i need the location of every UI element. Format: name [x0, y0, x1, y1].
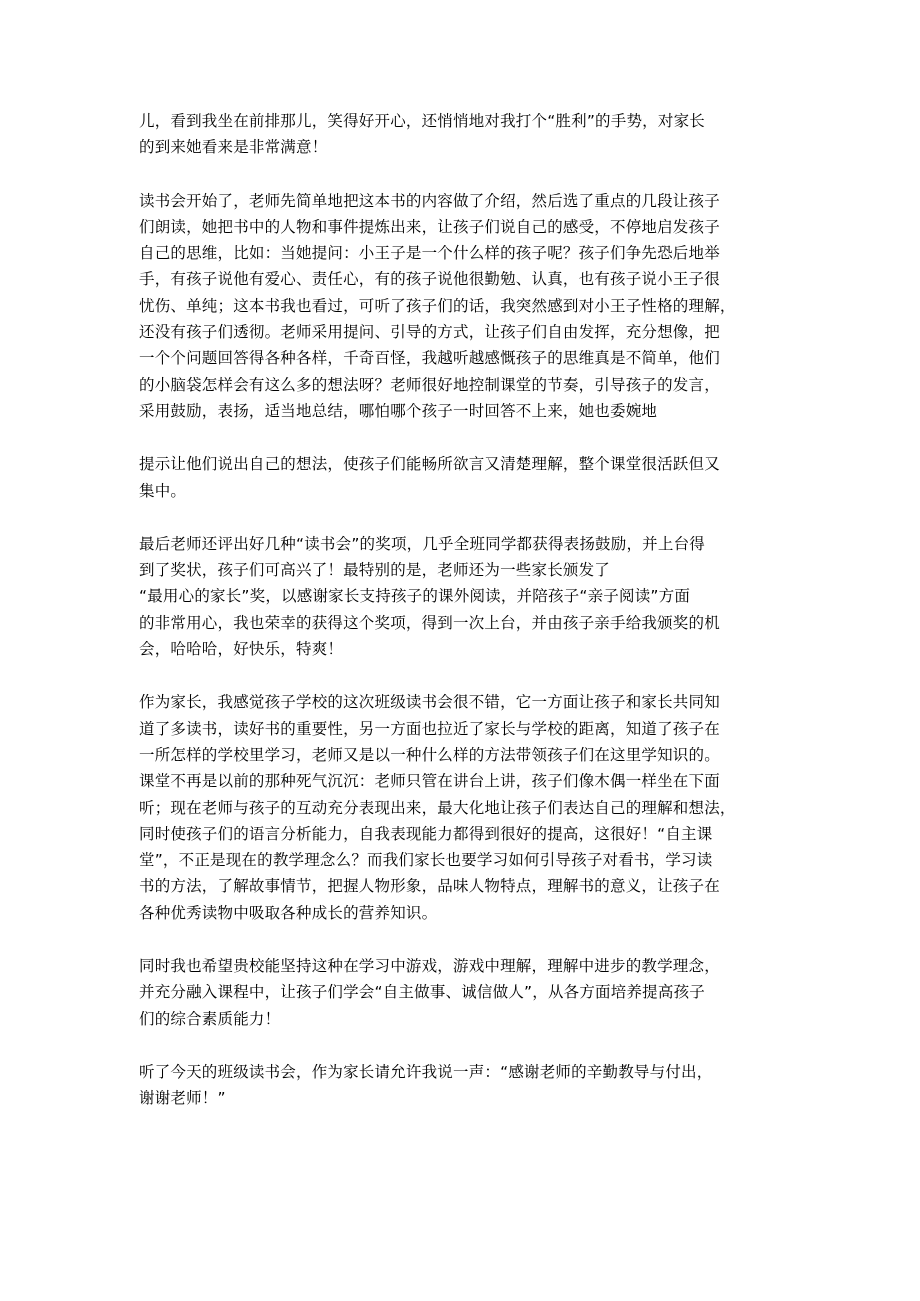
paragraph-6 [139, 953, 789, 1032]
paragraph-5 [139, 689, 789, 926]
paragraph-7 [139, 1059, 789, 1112]
text-line: 最后老师还评出好几种“读书会”的奖项，几乎全班同学都获得表扬鼓励，并上台得 [139, 534, 705, 553]
text-line: 并充分融入课程中，让孩子们学会“自主做事、诚信做人”，从各方面培养提高孩子 [139, 983, 705, 1002]
text-line: 堂”，不正是现在的教学理念么？而我们家长也要学习如何引导孩子对看书，学习读 [139, 851, 713, 870]
text-line: 的非常用心，我也荣幸的获得这个奖项，得到一次上台，并由孩子亲手给我颁奖的机 [139, 613, 720, 632]
paragraph-1 [139, 108, 789, 161]
text-line: 手，有孩子说他有爱心、责任心，有的孩子说他很勤勉、认真，也有孩子说小王子很 [139, 270, 720, 289]
text-line: 读书会开始了，老师先简单地把这本书的内容做了介绍，然后选了重点的几段让孩子 [139, 191, 720, 210]
text-line: 自己的思维，比如：当她提问：小王子是一个什么样的孩子呢？孩子们争先恐后地举 [139, 244, 720, 263]
text-line: 书的方法，了解故事情节，把握人物形象，品味人物特点，理解书的意义，让孩子在 [139, 877, 720, 896]
text-line: 谢谢老师！” [139, 1089, 226, 1108]
text-line: 们的综合素质能力！ [139, 1009, 281, 1028]
text-line: 同时我也希望贵校能坚持这种在学习中游戏，游戏中理解，理解中进步的教学理念， [139, 957, 720, 976]
text-line: 一个个问题回答得各种各样，千奇百怪，我越听越感慨孩子的思维真是不简单，他们 [139, 349, 720, 368]
paragraph-3 [139, 451, 789, 504]
text-line: 还没有孩子们透彻。老师采用提问、引导的方式，让孩子们自由发挥，充分想像，把 [139, 323, 720, 342]
text-line: 采用鼓励，表扬，适当地总结，哪怕哪个孩子一时回答不上来，她也委婉地 [139, 401, 658, 420]
text-line: 课堂不再是以前的那种死气沉沉：老师只管在讲台上讲，孩子们像木偶一样坐在下面 [139, 772, 720, 791]
text-line: 集中。 [139, 481, 187, 500]
text-line: 的到来她看来是非常满意！ [139, 138, 328, 157]
text-line: 们朗读，她把书中的人物和事件提炼出来，让孩子们说自己的感受，不停地启发孩子 [139, 217, 720, 236]
text-line: 提示让他们说出自己的想法，使孩子们能畅所欲言又清楚理解，整个课堂很活跃但又 [139, 455, 720, 474]
text-line: 同时使孩子们的语言分析能力，自我表现能力都得到很好的提高，这很好！“自主课 [139, 824, 713, 843]
text-line: 作为家长，我感觉孩子学校的这次班级读书会很不错，它一方面让孩子和家长共同知 [139, 693, 720, 712]
text-line: 到了奖状，孩子们可高兴了！最特别的是，老师还为一些家长颁发了 [139, 561, 611, 580]
text-line: 道了多读书，读好书的重要性，另一方面也拉近了家长与学校的距离，知道了孩子在 [139, 719, 720, 738]
text-line: 一所怎样的学校里学习，老师又是以一种什么样的方法带领孩子们在这里学知识的。 [139, 745, 720, 764]
paragraph-2 [139, 188, 789, 425]
text-line: 听；现在老师与孩子的互动充分表现出来，最大化地让孩子们表达自己的理解和想法， [139, 798, 736, 817]
text-line: 会，哈哈哈，好快乐，特爽！ [139, 640, 344, 659]
text-line: 各种优秀读物中吸取各种成长的营养知识。 [139, 903, 438, 922]
paragraph-4 [139, 531, 789, 662]
text-line: 忧伤、单纯；这本书我也看过，可听了孩子们的话，我突然感到对小王子性格的理解， [139, 296, 736, 315]
text-line: 儿，看到我坐在前排那儿，笑得好开心，还悄悄地对我打个“胜利”的手势，对家长 [139, 112, 705, 130]
text-line: 的小脑袋怎样会有这么多的想法呀？老师很好地控制课堂的节奏，引导孩子的发言， [139, 375, 720, 394]
text-line: “最用心的家长”奖，以感谢家长支持孩子的课外阅读，并陪孩子“亲子阅读”方面 [139, 587, 691, 606]
text-line: 听了今天的班级读书会，作为家长请允许我说一声：“感谢老师的辛勤教导与付出， [139, 1062, 713, 1081]
document-body [139, 108, 789, 1112]
